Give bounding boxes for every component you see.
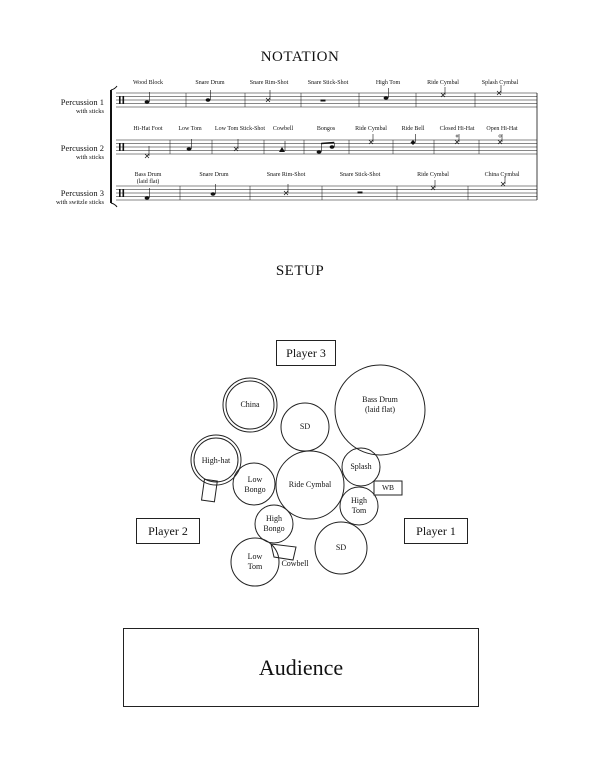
instrument-label: Snare Stick-Shot [339,172,381,178]
hihat-label: High-hat [201,456,231,465]
staff-name: Percussion 1 [60,97,104,107]
high-bongo-line1: High [266,514,282,523]
instrument-label: Snare Drum [195,80,225,86]
china-label: China [240,400,260,409]
high-tom-line1: High [351,496,367,505]
player-1-box: Player 1 [404,518,468,544]
bass-drum-sub: (laid flat) [365,405,395,414]
instrument-label: Snare Rim-Shot [266,172,306,178]
instrument-label: Cowbell [272,126,294,132]
instrument-label: Closed Hi-Hat [439,126,475,132]
instrument-name: Bass Drum [134,172,162,178]
staff-note: with switzle sticks [55,199,104,206]
low-bongo-label [244,475,265,495]
instrument-label: Bongos [316,126,336,132]
cowbell-label: Cowbell [281,559,309,568]
high-tom-label [351,496,367,516]
high-bongo-label [263,514,284,534]
instrument-label: Splash Cymbal [481,80,519,86]
bass-drum-name: Bass Drum [362,395,398,404]
hihat-pedal [202,479,218,502]
splash-label: Splash [350,462,372,471]
audience-box: Audience [123,628,479,707]
sd-top-label: SD [299,422,311,431]
high-tom-line2: Tom [351,506,367,515]
notation-heading: NOTATION [260,49,340,65]
bass-drum-label [362,395,398,415]
staff-name: Percussion 3 [60,188,104,198]
instrument-label: Hi-Hat Foot [133,126,163,132]
low-tom-line1: Low [247,552,263,561]
instrument-label: Snare Drum [199,172,229,178]
setup-heading: SETUP [275,263,325,279]
instrument-label: Snare Rim-Shot [249,80,289,86]
instrument-label: Ride Bell [401,126,425,132]
instrument-label: China Cymbal [484,172,520,178]
instrument-label: Ride Cymbal [355,126,387,132]
cowbell [271,544,296,560]
low-bongo-line2: Bongo [244,485,266,494]
sd-bottom-label: SD [335,543,347,552]
instrument-label: Ride Cymbal [427,80,459,86]
staff-note: with sticks [76,108,104,115]
low-tom-label [248,552,263,572]
staff-note: with sticks [76,154,104,161]
wb-label: WB [381,483,395,492]
instrument-sub: (laid flat) [136,179,160,185]
player-2-box: Player 2 [136,518,200,544]
low-bongo-line1: Low [247,475,263,484]
instrument-label: Ride Cymbal [417,172,449,178]
staff-name: Percussion 2 [60,143,104,153]
player-3-box: Player 3 [276,340,336,366]
ride-cymbal-label: Ride Cymbal [288,480,332,489]
instrument-label: Snare Stick-Shot [307,80,349,86]
instrument-label: Low Tom Stick-Shot [214,126,266,132]
instrument-label: High Tom [375,80,401,86]
low-tom-line2: Tom [247,562,263,571]
instrument-label: Open Hi-Hat [486,126,518,132]
instrument-label: Wood Block [132,80,164,86]
high-bongo-line2: Bongo [263,524,285,533]
instrument-label: Low Tom [178,126,202,132]
